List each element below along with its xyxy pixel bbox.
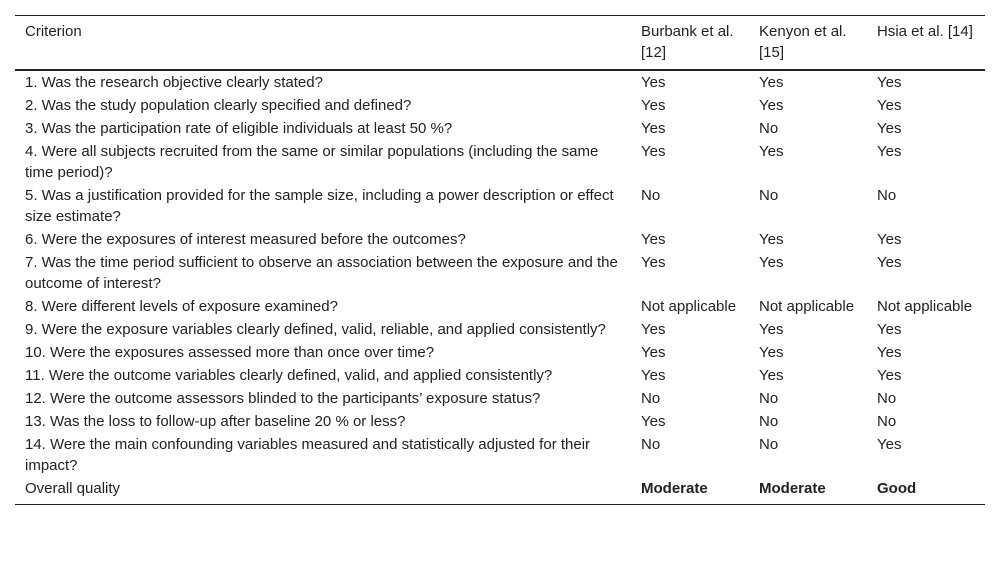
header-criterion: Criterion (15, 16, 631, 71)
rating-cell: Yes (641, 321, 666, 338)
rating-cell: Yes (877, 321, 902, 338)
table-row (15, 70, 985, 95)
rating-cell: Not applicable (759, 298, 855, 315)
criterion-cell: 5. Was a justification provided for the sample size, including a power description or effect size estimate? (25, 187, 614, 225)
rating-cell: No (877, 187, 897, 204)
table-row (15, 141, 985, 185)
rating-cell: Yes (877, 74, 902, 91)
table-row (15, 95, 985, 118)
criterion-cell: 11. Were the outcome variables clearly defined, valid, and applied consistently? (25, 367, 553, 384)
rating-cell: No (759, 390, 779, 407)
rating-cell: Yes (641, 413, 666, 430)
rating-cell: Yes (759, 367, 784, 384)
rating-cell: Not applicable (877, 298, 973, 315)
overall-rating-hsia: Good (867, 478, 985, 505)
rating-cell: Yes (641, 367, 666, 384)
rating-cell: No (877, 390, 897, 407)
rating-cell: Not applicable (641, 298, 737, 315)
rating-cell: Yes (641, 143, 666, 160)
rating-cell: Yes (759, 74, 784, 91)
rating-cell: Yes (877, 143, 902, 160)
overall-quality-row (15, 478, 985, 505)
rating-cell: No (759, 187, 779, 204)
criterion-cell: 6. Were the exposures of interest measured before the outcomes? (25, 231, 466, 248)
rating-cell: Yes (641, 254, 666, 271)
criterion-cell: 14. Were the main confounding variables measured and statistically adjusted for their impact? (25, 436, 591, 474)
header-row (15, 16, 985, 71)
quality-assessment-table (15, 15, 985, 505)
criterion-cell: 2. Was the study population clearly specified and defined? (25, 97, 412, 114)
rating-cell: Yes (877, 254, 902, 271)
criterion-cell: 10. Were the exposures assessed more than once over time? (25, 344, 435, 361)
table-row (15, 342, 985, 365)
table-row (15, 319, 985, 342)
rating-cell: No (641, 390, 661, 407)
criterion-cell: 8. Were different levels of exposure examined? (25, 298, 338, 315)
table-row (15, 252, 985, 296)
rating-cell: No (759, 413, 779, 430)
rating-cell: No (641, 436, 661, 453)
criterion-cell: 4. Were all subjects recruited from the same or similar populations (including the same time period)? (25, 143, 599, 181)
criterion-cell: 9. Were the exposure variables clearly defined, valid, reliable, and applied consistently? (25, 321, 606, 338)
table-row (15, 411, 985, 434)
rating-cell: Yes (877, 120, 902, 137)
criterion-cell: 7. Was the time period sufficient to observe an association between the exposure and the outcome of interest? (25, 254, 618, 292)
rating-cell: Yes (759, 97, 784, 114)
rating-cell: Yes (877, 436, 902, 453)
rating-cell: Yes (759, 231, 784, 248)
header-study-burbank: Burbank et al. [12] (631, 16, 749, 71)
table-row (15, 296, 985, 319)
rating-cell: Yes (641, 120, 666, 137)
rating-cell: Yes (759, 344, 784, 361)
rating-cell: No (759, 120, 779, 137)
criterion-cell: 12. Were the outcome assessors blinded to the participants’ exposure status? (25, 390, 541, 407)
rating-cell: Yes (877, 344, 902, 361)
rating-cell: Yes (877, 231, 902, 248)
overall-quality-label: Overall quality (15, 478, 631, 505)
header-study-kenyon: Kenyon et al. [15] (749, 16, 867, 71)
criterion-cell: 3. Was the participation rate of eligible individuals at least 50 %? (25, 120, 453, 137)
rating-cell: No (641, 187, 661, 204)
criterion-cell: 1. Was the research objective clearly stated? (25, 74, 323, 91)
overall-rating-burbank: Moderate (631, 478, 749, 505)
header-study-hsia: Hsia et al. [14] (867, 16, 985, 71)
rating-cell: Yes (641, 231, 666, 248)
rating-cell: Yes (641, 97, 666, 114)
criterion-cell: 13. Was the loss to follow-up after baseline 20 % or less? (25, 413, 406, 430)
rating-cell: Yes (759, 143, 784, 160)
table-row (15, 365, 985, 388)
rating-cell: No (759, 436, 779, 453)
table-row (15, 229, 985, 252)
rating-cell: Yes (877, 367, 902, 384)
table-row (15, 388, 985, 411)
rating-cell: Yes (759, 321, 784, 338)
rating-cell: Yes (877, 97, 902, 114)
rating-cell: Yes (641, 74, 666, 91)
table-row (15, 118, 985, 141)
table-row (15, 185, 985, 229)
table-row (15, 434, 985, 478)
rating-cell: Yes (759, 254, 784, 271)
rating-cell: No (877, 413, 897, 430)
overall-rating-kenyon: Moderate (749, 478, 867, 505)
rating-cell: Yes (641, 344, 666, 361)
